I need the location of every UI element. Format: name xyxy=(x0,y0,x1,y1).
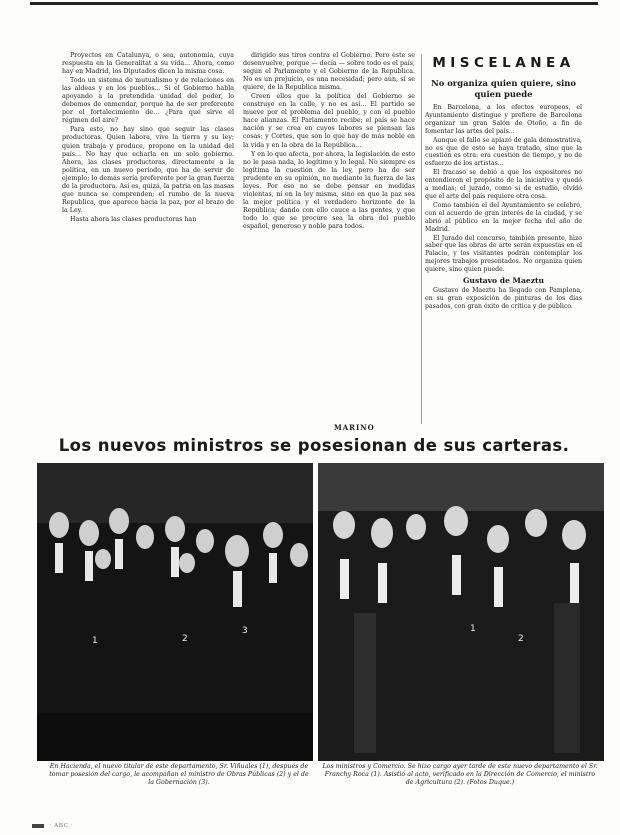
article-column-2 xyxy=(243,52,415,424)
photo-marker-label: 1 xyxy=(92,636,98,646)
article-paragraph: Hasta ahora las clases productoras han xyxy=(70,215,197,223)
miscelanea-paragraph: En Barcelona, a los efectos europeos, el Ayuntamiento distingue y prefiere de Barcelona organizar un gran Salón de Otoño, a fin de fomentar las artes del país... xyxy=(425,104,582,135)
footer-text: · ABC · xyxy=(49,823,74,829)
article-paragraph: Creen ellos que la política del Gobierno se construye en la calle, y no es así... El partido se mueve por el problema del pueblo, y con el pueblo hace alianzas. El Parlamento recibe; el país se hace nación y se crea en cuyos labores se piensan las cosas; y Cortes, que son lo que hay de más noble en la vida y en la obra de la República... xyxy=(243,93,415,149)
article-paragraph: dirigido sus tiros contra el Gobierno. Pero éste se desenvuelve, porque — decía — sobre todo es el país, según el Parlamento y el Gobierno de la Republica. No es un prejuicio, es una necesidad; pero aún, si se quiere, de la Republica misma. xyxy=(243,52,415,92)
column-divider xyxy=(421,54,422,424)
miscelanea-paragraph: Aunque el fallo se aplazó de gala demostrativa, no es que de esto se haya tratado, sino que la cuestión es otra: era cuestión de tiempo, y no de esfuerzo de los artistas... xyxy=(425,136,582,168)
photo-comercio-image xyxy=(318,463,604,761)
photo-headline: Los nuevos ministros se posesionan de sus carteras. xyxy=(58,436,570,455)
top-rule xyxy=(30,2,598,5)
miscelanea-subsection-title: Gustavo de Maeztu xyxy=(462,276,545,286)
article-column-1 xyxy=(62,52,234,437)
article-signature: MARINO xyxy=(334,423,375,432)
photo-marker-label: 3 xyxy=(242,626,248,636)
miscelanea-section-body xyxy=(425,104,582,311)
article-paragraph: Y en lo que afecta, por ahora, la legislación de esto no le pasa nada, lo legítimo y lo legal. No siempre es legítima la cuestión de la ley, pero ha de ser prudente en su opinión, no mediante la fuerza de las leyes. Por eso no se debe pensar en medidas violentas, ni en la ley misma, sino en que la paz sea la mejor política y el verdadero horizonte de la República; dando con ello cauce a las gentes, y que todo lo que se procure sea la obra del pueblo español, generoso y noble para todos. xyxy=(243,150,415,230)
article-paragraph: Para esto, no hay sino que seguir las clases productoras. Quien labora, vive la tierra y su ley; quien trabaja y produce, propone en la unidad del país... No hay que echarla en un solo gobierno. Ahora, las clases productoras, directamente a la política, en un nuevo período, que ha de servir de ejemplo; lo demás sería preferente por la gran fuerza de la productora. Así es, quizá, la patria en las masas que nunca se comprenden; el rumbo de la nueva Republica, que aparece hacia la paz, por el brazo de la Ley. xyxy=(62,126,234,214)
page-footer xyxy=(32,823,596,831)
photo-caption-left: En Hacienda, el nuevo titular de este departamento, Sr. Viñuales (1), después de tomar posesión del cargo, le acompañan el ministro de Obras Públicas (2) y el de la Gobernación (3). xyxy=(49,763,309,786)
article-paragraph: Todo un sistema de mutualismo y de relaciones en las aldeas y en los pueblos... Si el Gobierno habla apoyando a la pretendida unidad del poder, lo debemos de enmendar, porque ha de ser preferente por el fortalecimiento de... ¿Para qué sirve el régimen del aire? xyxy=(62,77,234,125)
photo-marker-label: 2 xyxy=(182,634,188,644)
miscelanea-section-title: No organiza quien quiere, sino quien puede xyxy=(431,78,576,99)
miscelanea-title: MISCELANEA xyxy=(432,55,575,71)
photo-hacienda-image xyxy=(37,463,313,761)
photo-marker-label: 2 xyxy=(518,634,524,644)
miscelanea-paragraph: El Jurado del concurso, también presente, hizo saber que las obras de arte serán expuestas en el Palacio, y los visitantes podrán contemplar los mejores trabajos presentados. No organiza quien quiere, sino quien puede. xyxy=(425,234,582,274)
miscelanea-paragraph: Como también el del Ayuntamiento se celebró, con el acuerdo de gran interés de la ciudad, y se abrió al público en la mejor fecha del año de Madrid. xyxy=(425,201,582,233)
photo-comercio xyxy=(318,463,604,761)
miscelanea-column xyxy=(425,52,582,312)
miscelanea-paragraph: Gustavo de Maeztu ha llegado con Pamplona, en su gran exposición de pinturas de los días pasados, con gran éxito de crítica y de público. xyxy=(425,286,582,310)
photo-caption-right: Los ministros y Comercio. Se hizo cargo ayer tarde de este nuevo departamento el Sr. Franchy Roca (1). Asistió al acto, verificado en la Dirección de Comercio, el ministro de Agricultura (2). (Fotos Duque.) xyxy=(322,763,598,786)
photo-marker-label: 1 xyxy=(470,624,476,634)
footer-bar xyxy=(32,824,44,828)
photo-hacienda xyxy=(37,463,313,761)
article-paragraph: Proyectos en Catalunya, o sea, autonomía, cuya respuesta en la Generalitat a su vida... Ahora, como hay en Madrid, los Diputados dicen la misma cosa. xyxy=(62,52,234,76)
miscelanea-paragraph: El fracaso se debió a que los expositores no entendieron el propósito de la iniciativa y quedó a medias; el jurado, como si de estudio, olvidó que el arte del país requiere otra cosa. xyxy=(425,169,582,200)
